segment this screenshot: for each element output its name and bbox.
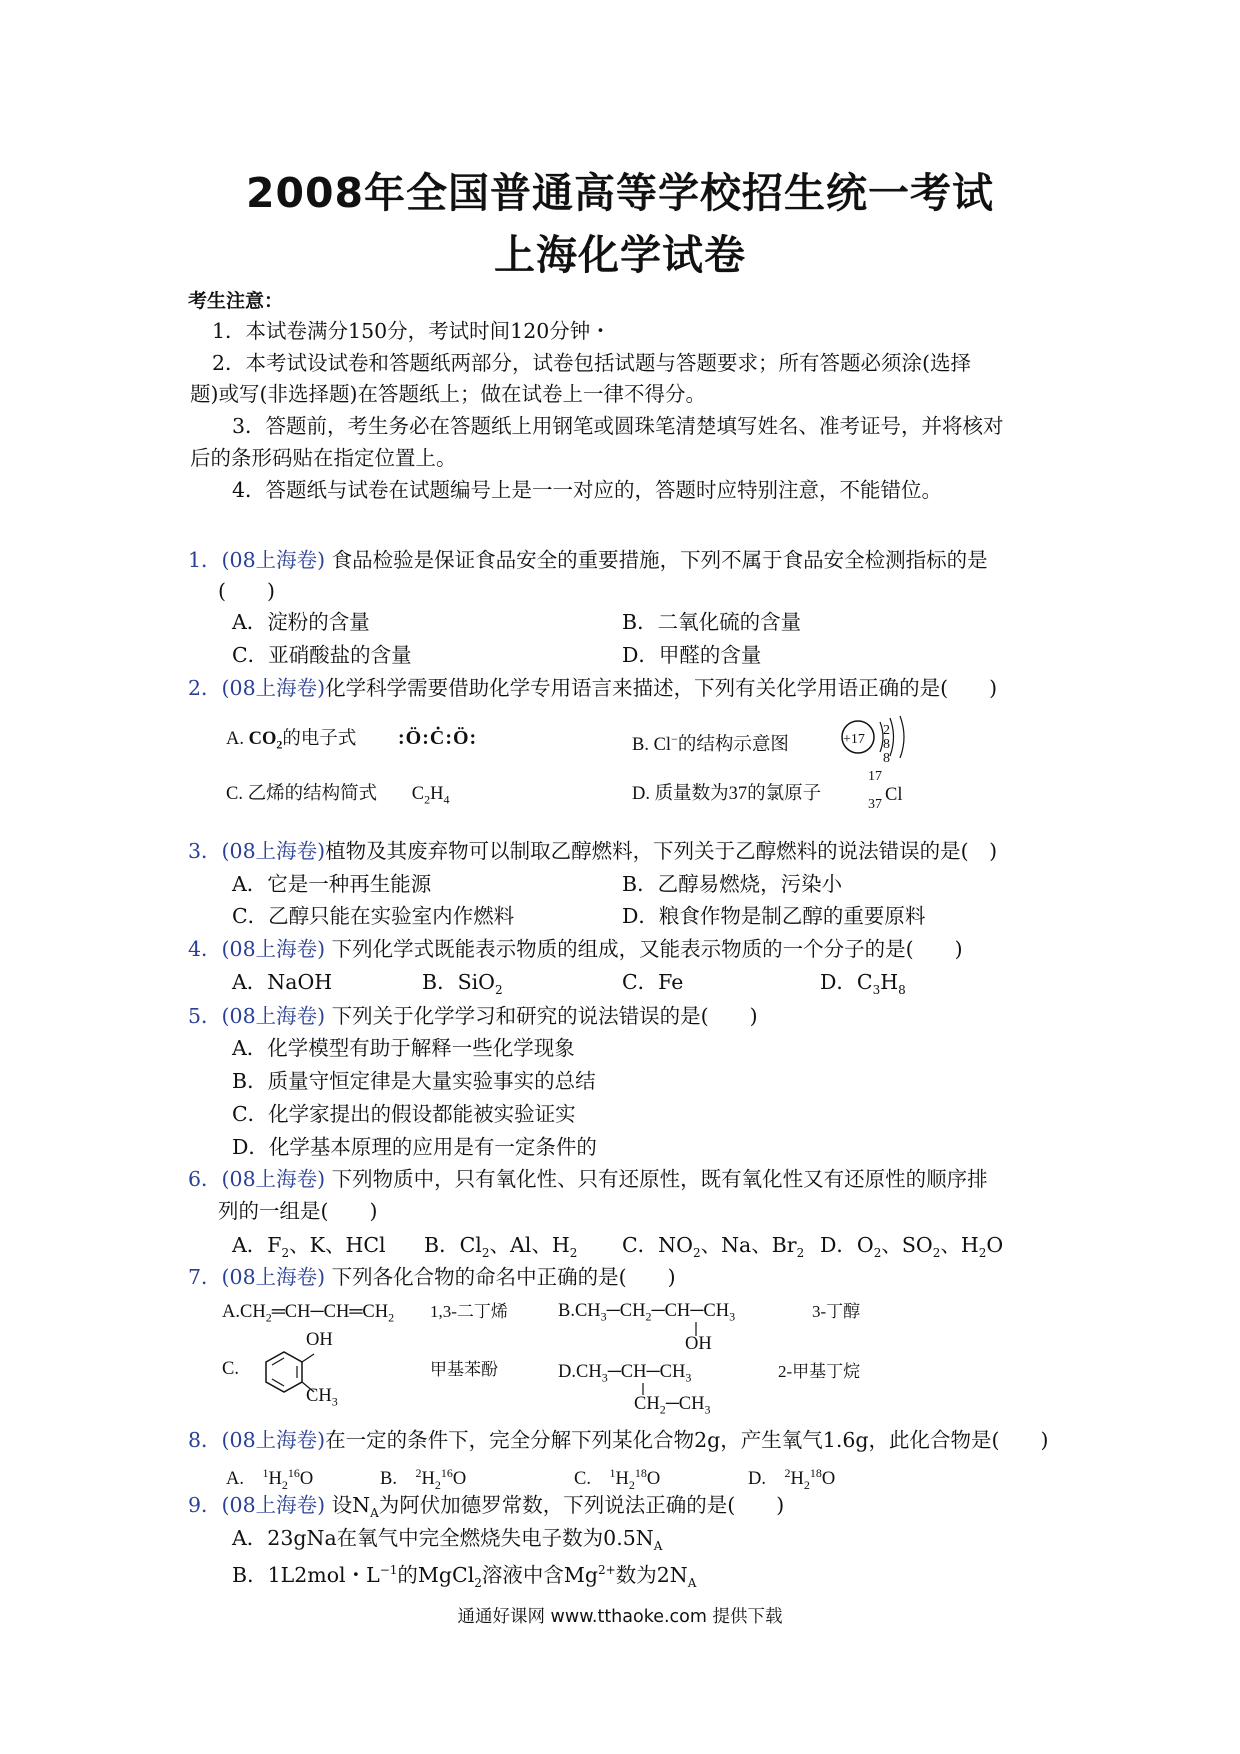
exam-title-line1: 2008年全国普通高等学校招生统一考试 xyxy=(245,169,995,217)
question-stem: 下列物质中，只有氧化性、只有还原性，既有氧化性又有还原性的顺序排 xyxy=(331,1167,988,1191)
electron-counts: 2 8 8 xyxy=(883,723,890,766)
q2-option-a: A. $CO_2$的电子式 xyxy=(226,729,357,752)
question-source: (08上海卷) xyxy=(221,1428,326,1452)
option-text: 的电子式 xyxy=(282,729,357,749)
q5-option-a: A．化学模型有助于解释一些化学现象 xyxy=(232,1036,575,1060)
question-3 xyxy=(188,838,997,864)
question-stem-suffix: 为阿伏加德罗常数，下列说法正确的是( ) xyxy=(378,1493,785,1517)
option-text: 的结构示意图 xyxy=(677,735,789,756)
q8-option-a: A. $^1H_2^{16}O$ xyxy=(226,1466,314,1492)
q3-option-a: A．它是一种再生能源 xyxy=(232,872,432,896)
question-5 xyxy=(188,1003,758,1029)
question-number: 1． xyxy=(188,548,222,572)
q6-option-c: C．$NO_2$、Na、$Br_2$ xyxy=(622,1233,805,1261)
notice-item-4: 4．答题纸与试卷在试题编号上是一一对应的，答题时应特别注意，不能错位。 xyxy=(232,478,943,502)
question-stem: 下列关于化学学习和研究的说法错误的是( ) xyxy=(331,1004,758,1028)
notice-item-2: 2．本考试设试卷和答题纸两部分，试卷包括试题与答题要求；所有答题必须涂(选择 xyxy=(212,351,972,375)
option-label: B. xyxy=(632,735,649,756)
question-9: 9．(08上海卷) 设$N_A$为阿伏加德罗常数，下列说法正确的是( ) xyxy=(188,1493,785,1521)
option-text: 溶液中含Mg xyxy=(481,1562,599,1587)
question-2 xyxy=(188,675,997,701)
option-label: A. xyxy=(226,729,244,749)
ethyl-branch: $CH_2─CH_3$ xyxy=(634,1394,711,1417)
q6-option-b: B．$Cl_2$、Al、$H_2$ xyxy=(424,1233,578,1261)
question-stem: 食品检验是保证食品安全的重要措施，下列不属于食品安全检测指标的是 xyxy=(331,548,988,572)
q9-option-a: A．23gNa在氧气中完全燃烧失电子数为$0.5N_A$ xyxy=(232,1526,663,1554)
q4-option-d: D．$C_3H_8$ xyxy=(820,970,906,998)
q5-option-d: D．化学基本原理的应用是有一定条件的 xyxy=(232,1135,597,1159)
option-text: D．C xyxy=(820,970,873,994)
q7-option-a: $A.CH_2═CH─CH═CH_2$ xyxy=(222,1302,395,1325)
answer-blank: ( ) xyxy=(218,579,275,603)
q8-option-b: B. $^2H_2^{16}O$ xyxy=(380,1466,467,1492)
q5-option-c: C．化学家提出的假设都能被实验证实 xyxy=(232,1102,576,1126)
question-number: 9． xyxy=(188,1493,222,1517)
page-footer: 通通好课网 www.tthaoke.com 提供下载 xyxy=(457,1607,783,1627)
question-number: 6． xyxy=(188,1167,222,1191)
question-7 xyxy=(188,1264,676,1290)
option-label: B. xyxy=(558,1301,575,1321)
question-number: 7． xyxy=(188,1265,222,1289)
q7-name-d: 2-甲基丁烷 xyxy=(778,1362,861,1381)
exam-title-line2: 上海化学试卷 xyxy=(494,231,746,279)
notice-item-2-cont: 题)或写(非选择题)在答题纸上；做在试卷上一律不得分。 xyxy=(190,382,706,406)
q4-option-a: A．NaOH xyxy=(232,970,333,994)
nucleus-charge: +17 xyxy=(843,732,865,747)
option-text: B．1L2mol・L xyxy=(232,1562,380,1587)
question-number: 5． xyxy=(188,1004,222,1028)
question-source: (08上海卷) xyxy=(221,1004,326,1028)
question-stem: 下列各化合物的命名中正确的是( ) xyxy=(331,1265,676,1289)
isotope-atomic-number: 37 xyxy=(868,797,882,812)
q3-option-c: C．乙醇只能在实验室内作燃料 xyxy=(232,904,515,928)
question-stem: 设N xyxy=(331,1493,371,1517)
isotope-symbol: Cl xyxy=(885,785,903,805)
question-stem: 化学科学需要借助化学专用语言来描述，下列有关化学用语正确的是( ) xyxy=(325,676,998,700)
q7-option-c-label: C. xyxy=(222,1359,239,1379)
question-8 xyxy=(188,1427,1049,1453)
question-6-stem-cont: 列的一组是( ) xyxy=(218,1199,378,1223)
co2-electron-formula: :Ö:Ċ:Ö: xyxy=(398,727,478,749)
q4-option-b: B．SiO$_2$ xyxy=(422,970,503,998)
question-number: 4． xyxy=(188,937,222,961)
q1-option-b: B．二氧化硫的含量 xyxy=(622,610,802,634)
question-source: (08上海卷) xyxy=(221,1265,326,1289)
q6-option-a: A．$F_2$、K、HCl xyxy=(232,1233,386,1261)
question-number: 3． xyxy=(188,839,222,863)
question-number: 8． xyxy=(188,1428,222,1452)
question-1 xyxy=(188,547,988,573)
q2-option-c: C. 乙烯的结构简式 $C_2H_4$ xyxy=(226,784,450,807)
q8-option-d: D. $^2H_2^{18}O$ xyxy=(748,1466,836,1492)
q8-option-c: C. $^1H_2^{18}O$ xyxy=(574,1466,661,1492)
question-source: (08上海卷) xyxy=(221,548,326,572)
ring-oh-group: OH xyxy=(306,1330,333,1350)
option-label: D. xyxy=(632,784,650,804)
q3-option-d: D．粮食作物是制乙醇的重要原料 xyxy=(622,904,926,928)
option-text: 质量数为37的氯原子 xyxy=(654,784,822,804)
q2-option-b: B. Cl−的结构示意图 xyxy=(632,732,789,756)
notice-item-3: 3．答题前，考生务必在答题纸上用钢笔或圆珠笔清楚填写姓名、准考证号，并将核对 xyxy=(232,414,1004,438)
option-label: C. xyxy=(226,784,243,804)
question-stem: 在一定的条件下，完全分解下列某化合物2g，产生氧气1.6g，此化合物是( ) xyxy=(325,1428,1049,1452)
question-stem: 植物及其废弃物可以制取乙醇燃料，下列关于乙醇燃料的说法错误的是( ) xyxy=(325,839,998,863)
notice-item-1: 1．本试卷满分150分，考试时间120分钟・ xyxy=(212,319,611,343)
question-source: (08上海卷) xyxy=(221,1167,326,1191)
q6-option-d: D．$O_2$、$SO_2$、$H_2O$ xyxy=(820,1233,1004,1261)
hydroxyl-group: OH xyxy=(685,1334,712,1354)
q1-option-a: A．淀粉的含量 xyxy=(232,610,370,634)
question-number: 2． xyxy=(188,676,222,700)
notice-heading: 考生注意： xyxy=(188,290,284,312)
option-label: A. xyxy=(222,1302,240,1322)
option-text: 的MgCl xyxy=(397,1562,475,1587)
q7-name-a: 1,3-二丁烯 xyxy=(430,1302,508,1321)
question-4 xyxy=(188,936,963,962)
q5-option-b: B．质量守恒定律是大量实验事实的总结 xyxy=(232,1069,596,1093)
option-text: 乙烯的结构简式 xyxy=(247,784,378,804)
q3-option-b: B．乙醇易燃烧，污染小 xyxy=(622,872,843,896)
ring-ch3-group: $CH_3$ xyxy=(306,1386,338,1409)
q7-option-b: $B.CH_3─CH_2─CH─CH_3$ xyxy=(558,1301,736,1324)
option-label: D. xyxy=(558,1362,576,1382)
option-text: 数为2N xyxy=(615,1562,688,1587)
q9-option-b: B．1L2mol・$L^{-1}$的MgCl$_2$溶液中含$Mg^{2+}$数为$2N_A$ xyxy=(232,1562,697,1590)
q7-option-d: $D.CH_3─CH─CH_3$ xyxy=(558,1362,692,1385)
question-stem: 下列化学式既能表示物质的组成，又能表示物质的一个分子的是( ) xyxy=(331,937,963,961)
q1-option-c: C．亚硝酸盐的含量 xyxy=(232,643,412,667)
q2-option-d xyxy=(632,782,821,806)
option-text: A．23gNa在氧气中完全燃烧失电子数为0.5N xyxy=(232,1526,654,1550)
question-source: (08上海卷) xyxy=(221,1493,326,1517)
question-6 xyxy=(188,1166,988,1192)
option-text: B．SiO xyxy=(422,970,495,994)
question-source: (08上海卷) xyxy=(221,839,326,863)
q1-option-d: D．甲醛的含量 xyxy=(622,643,762,667)
question-source: (08上海卷) xyxy=(221,937,326,961)
q7-name-b: 3-丁醇 xyxy=(812,1302,861,1321)
question-source: (08上海卷) xyxy=(221,676,326,700)
q7-name-c: 甲基苯酚 xyxy=(430,1360,498,1379)
notice-item-3-cont: 后的条形码贴在指定位置上。 xyxy=(190,446,457,470)
q4-option-c: C．Fe xyxy=(622,970,684,994)
isotope-mass-number: 17 xyxy=(868,769,882,784)
